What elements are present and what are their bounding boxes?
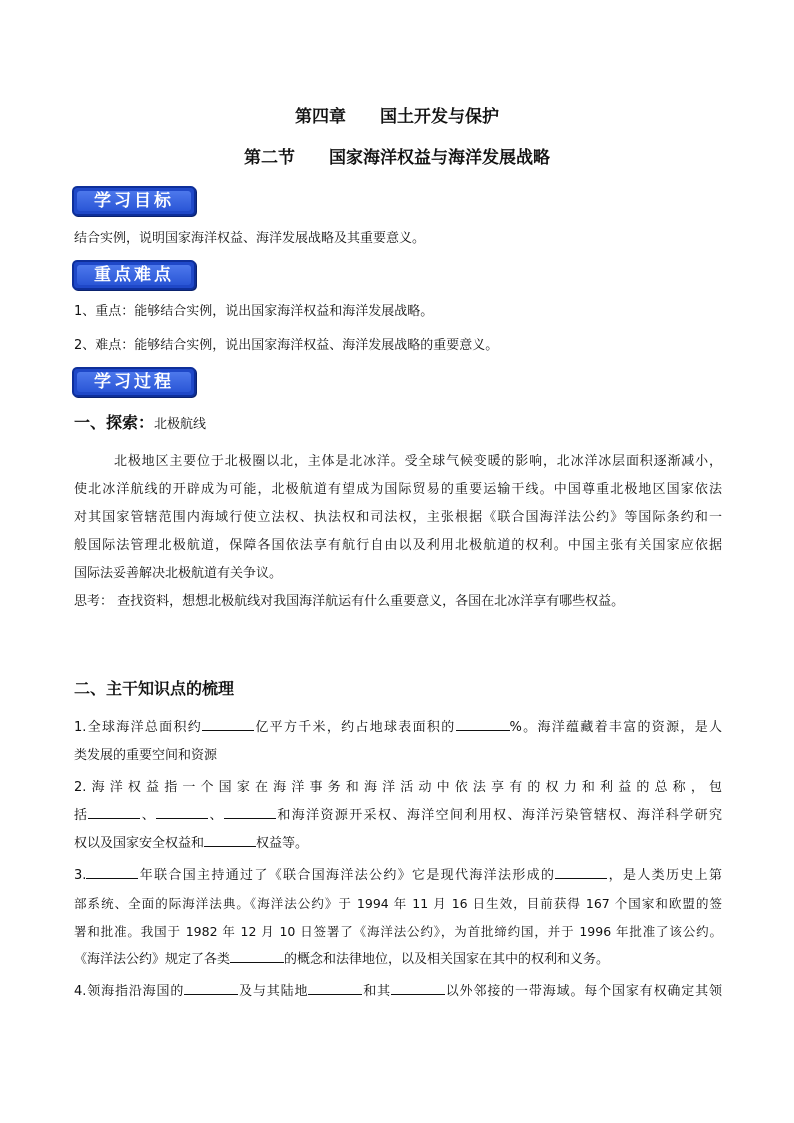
q4-text-d: 以外邻接的一带海域。每个国家有权确定其领 — [444, 984, 722, 999]
section-number: 第二节 — [244, 148, 295, 168]
q4-line-1 — [74, 978, 722, 1006]
q4-text-c: 和其 — [362, 984, 391, 999]
q2-line-3 — [74, 830, 722, 858]
explore-line-5: 国际法妥善解决北极航道有关争议。 — [74, 566, 283, 581]
q4-blank-3[interactable] — [391, 982, 445, 995]
section-title — [0, 147, 794, 169]
banner-key-points-label: 重点难点 — [77, 265, 191, 285]
q2-text-c: 权以及国家安全权益和 — [74, 836, 205, 851]
chapter-name: 国土开发与保护 — [380, 107, 499, 127]
q1-line-1 — [74, 714, 722, 742]
goal-text: 结合实例，说明国家海洋权益、海洋发展战略及其重要意义。 — [74, 231, 426, 246]
q1-text-b: 亿平方千米，约占地球表面积的 — [254, 720, 456, 735]
knowledge-body — [74, 714, 722, 1006]
q3-line-2: 部系统、全面的际海洋法典。《海洋法公约》于 1994 年 11 月 16 日生效，目前获得 167 个国家和欧盟的签 — [74, 896, 722, 911]
explore-heading-label: 一、探索： — [74, 413, 155, 432]
q3-line-3: 署和批准。我国于 1982 年 12 月 10 日签署了《海洋法公约》，为首批缔约国，并于 1996 年批准了该公约。 — [74, 924, 722, 939]
section-name: 国家海洋权益与海洋发展战略 — [329, 148, 550, 168]
q2-blank-4[interactable] — [204, 834, 256, 847]
explore-topic: 北极航线 — [154, 417, 207, 432]
q2-sep-1: 、 — [140, 808, 157, 823]
q2-sep-2: 、 — [208, 808, 224, 823]
q3-line-1 — [74, 862, 722, 890]
q2-text-a: 括 — [74, 808, 89, 823]
banner-learning-process-label: 学习过程 — [77, 372, 191, 392]
q3-blank-1[interactable] — [86, 866, 138, 879]
q3-text-b: 年联合国主持通过了《联合国海洋法公约》它是现代海洋法形成的 — [138, 868, 556, 883]
q1-text-c: %。海洋蕴藏着丰富的资源，是人 — [509, 720, 722, 735]
q4-blank-1[interactable] — [184, 982, 238, 995]
q2-line-2 — [74, 802, 722, 830]
chapter-title — [0, 106, 794, 128]
q3-blank-2[interactable] — [555, 866, 607, 879]
q1-line-2: 类发展的重要空间和资源 — [74, 748, 218, 763]
explore-heading — [74, 412, 206, 436]
q2-text-b: 和海洋资源开采权、海洋空间利用权、海洋污染管辖权、海洋科学研究 — [275, 808, 722, 823]
explore-paragraph — [74, 450, 722, 614]
q2-blank-1[interactable] — [88, 806, 140, 819]
q2-blank-3[interactable] — [224, 806, 276, 819]
q2-blank-2[interactable] — [156, 806, 208, 819]
chapter-number: 第四章 — [295, 107, 346, 127]
q3-text-a: 3. — [74, 868, 87, 883]
q3-blank-3[interactable] — [230, 950, 284, 963]
q3-text-c: ，是人类历史上第 — [607, 868, 722, 883]
q4-text-b: 及与其陆地 — [238, 984, 309, 999]
q2-text-d: 权益等。 — [256, 836, 309, 851]
explore-line-1: 北极地区主要位于北极圈以北，主体是北冰洋。受全球气候变暖的影响，北冰洋冰层面积逐渐减小， — [114, 454, 722, 469]
q1-blank-1[interactable] — [202, 718, 254, 731]
q3-text-d: 《海洋法公约》规定了各类 — [74, 952, 231, 967]
explore-line-2: 使北冰洋航线的开辟成为可能，北极航道有望成为国际贸易的重要运输干线。中国尊重北极地区国家依法 — [74, 482, 722, 497]
banner-learning-goal-label: 学习目标 — [77, 191, 191, 211]
q1-blank-2[interactable] — [456, 718, 510, 731]
key-point-2: 2、难点：能够结合实例，说出国家海洋权益、海洋发展战略的重要意义。 — [74, 338, 499, 353]
q1-text-a: 1.全球海洋总面积约 — [74, 720, 203, 735]
q4-text-a: 4.领海指沿海国的 — [74, 984, 185, 999]
banner-key-points — [72, 260, 196, 290]
q3-line-4 — [74, 946, 722, 974]
knowledge-heading: 二、主干知识点的梳理 — [74, 679, 235, 698]
q2-line-1: 2.海洋权益指一个国家在海洋事务和海洋活动中依法享有的权力和利益的总称，包 — [74, 780, 722, 795]
explore-think: 思考： 查找资料，想想北极航线对我国海洋航运有什么重要意义，各国在北冰洋享有哪些权益。 — [74, 594, 625, 609]
key-point-1: 1、重点：能够结合实例，说出国家海洋权益和海洋发展战略。 — [74, 304, 434, 319]
banner-learning-goal — [72, 186, 196, 216]
q3-text-e: 的概念和法律地位，以及相关国家在其中的权利和义务。 — [284, 952, 610, 967]
explore-line-4: 般国际法管理北极航道，保障各国依法享有航行自由以及利用北极航道的权利。中国主张有关国家应依据 — [74, 538, 722, 553]
explore-line-3: 对其国家管辖范围内海域行使立法权、执法权和司法权，主张根据《联合国海洋法公约》等国际条约和一 — [74, 510, 722, 525]
banner-learning-process — [72, 367, 196, 397]
q4-blank-2[interactable] — [308, 982, 362, 995]
